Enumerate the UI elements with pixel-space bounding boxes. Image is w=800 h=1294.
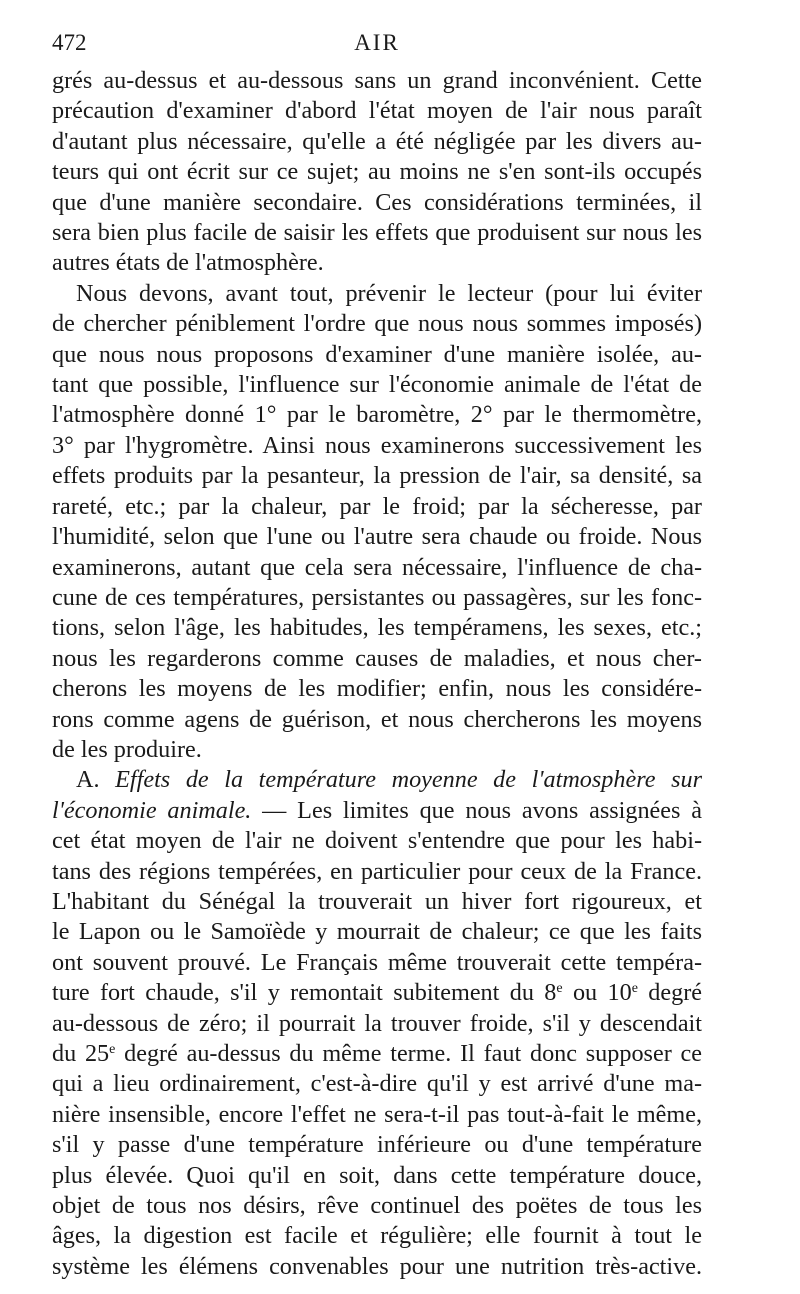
text-fragment: — Les limites que nous avons assignées à <box>251 796 702 824</box>
text-line: tions, selon l'âge, les habitudes, les tempéramens, les sexes, etc.; <box>52 614 702 642</box>
section-a <box>52 765 702 1282</box>
text-line: cune de ces températures, persistantes ou passagères, sur les fonc- <box>52 583 702 611</box>
section-a-title-line-2 <box>52 796 702 826</box>
text-line: âges, la digestion est facile et régulière; elle fournit à tout le <box>52 1222 702 1250</box>
book-page <box>52 26 702 1282</box>
text-line: s'il y passe d'une température inférieure ou d'une température <box>52 1131 702 1159</box>
superscript: e <box>556 981 563 997</box>
text-fragment: ou 10 <box>562 979 632 1007</box>
running-head: AIR <box>354 30 400 55</box>
text-line: plus élevée. Quoi qu'il en soit, dans cette température douce, <box>52 1161 702 1189</box>
superscript: e <box>109 1042 116 1057</box>
text-line: de les produire. <box>52 735 202 763</box>
text-line: que d'une manière secondaire. Ces considérations terminées, il <box>52 188 702 216</box>
page-header <box>52 26 702 66</box>
text-line: que nous nous proposons d'examiner d'une manière isolée, au- <box>52 340 702 368</box>
text-fragment: ture fort chaude, s'il y remontait subitement du 8 <box>52 979 557 1007</box>
text-line: l'atmosphère donné 1° par le baromètre, 2° par le thermomètre, <box>52 401 702 429</box>
text-line: l'humidité, selon que l'une ou l'autre sera chaude ou froide. Nous <box>52 523 702 551</box>
paragraph-continuation <box>52 66 702 279</box>
paragraph-order <box>52 279 702 766</box>
text-line: au-dessous de zéro; il pourrait la trouver froide, s'il y descendait <box>52 1009 702 1037</box>
text-line: teurs qui ont écrit sur ce sujet; au moins ne s'en sont-ils occupés <box>52 158 702 186</box>
text-fragment: degré <box>637 979 702 1007</box>
text-line: rons comme agens de guérison, et nous chercherons les moyens <box>52 705 702 733</box>
text-line: cet état moyen de l'air ne doivent s'entendre que pour les habi- <box>52 827 702 855</box>
text-line: 3° par l'hygromètre. Ainsi nous examinerons successivement les <box>52 431 702 459</box>
text-line: L'habitant du Sénégal la trouverait un hiver fort rigoureux, et <box>52 887 702 915</box>
text-line: nous les regarderons comme causes de maladies, et nous cher- <box>52 644 702 672</box>
text-line: le Lapon ou le Samoïède y mourrait de chaleur; ce que les faits <box>52 918 702 946</box>
text-fragment: degré au-dessus du même terme. Il faut donc supposer ce <box>115 1040 702 1067</box>
section-a-title-line <box>52 765 702 795</box>
text-line-degrees <box>52 1039 702 1069</box>
text-line: tans des régions tempérées, en particulier pour ceux de la France. <box>52 857 702 885</box>
superscript: e <box>631 981 638 997</box>
text-fragment: du 25 <box>52 1040 110 1067</box>
text-line: de chercher péniblement l'ordre que nous nous sommes imposés) <box>52 310 702 338</box>
text-line: autres états de l'atmosphère. <box>52 249 324 277</box>
text-line-degrees <box>52 978 702 1008</box>
section-letter: A. <box>76 766 100 794</box>
text-line: grés au-dessus et au-dessous sans un grand inconvénient. Cette <box>52 67 702 94</box>
text-line: objet de tous nos désirs, rêve continuel des poëtes de tous les <box>52 1192 702 1220</box>
text-line: qui a lieu ordinairement, c'est-à-dire qu'il y est arrivé d'une ma- <box>52 1070 702 1098</box>
text-line: rareté, etc.; par la chaleur, par le froid; par la sécheresse, par <box>52 492 702 520</box>
text-line: ont souvent prouvé. Le Français même trouverait cette tempéra- <box>52 948 702 976</box>
text-line: sera bien plus facile de saisir les effets que produisent sur nous les <box>52 219 702 247</box>
section-title-cont: l'économie animale. <box>52 796 252 824</box>
page-number: 472 <box>52 30 87 55</box>
text-line: précaution d'examiner d'abord l'état moyen de l'air nous paraît <box>52 97 702 125</box>
section-title: Effets de la température moyenne de l'atmosphère sur <box>115 766 702 794</box>
text-line: d'autant plus nécessaire, qu'elle a été négligée par les divers au- <box>52 127 702 155</box>
text-line: Nous devons, avant tout, prévenir le lecteur (pour lui éviter <box>76 279 702 307</box>
text-line: cherons les moyens de les modifier; enfin, nous les considére- <box>52 675 702 703</box>
text-line: système les élémens convenables pour une nutrition très-active. <box>52 1252 702 1280</box>
text-line: effets produits par la pesanteur, la pression de l'air, sa densité, sa <box>52 462 702 490</box>
text-line: nière insensible, encore l'effet ne sera-t-il pas tout-à-fait le même, <box>52 1100 702 1128</box>
text-line: tant que possible, l'influence sur l'économie animale de l'état de <box>52 371 702 399</box>
text-line: examinerons, autant que cela sera nécessaire, l'influence de cha- <box>52 553 702 581</box>
